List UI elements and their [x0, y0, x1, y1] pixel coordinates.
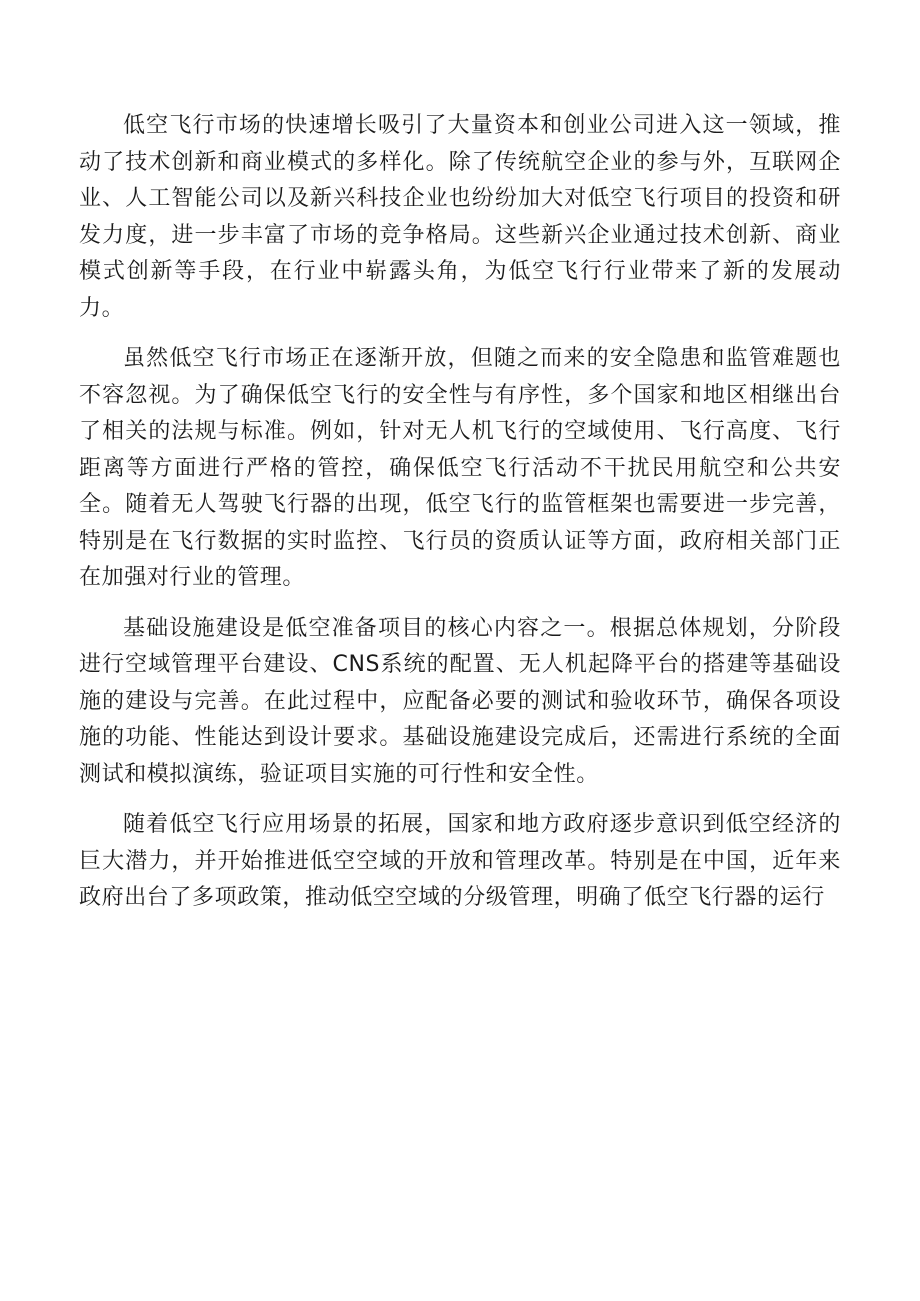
paragraph-1: 低空飞行市场的快速增长吸引了大量资本和创业公司进入这一领域，推动了技术创新和商业模式的多样化。除了传统航空企业的参与外，互联网企业、人工智能公司以及新兴科技企业也纷纷加大对低空飞行项目的投资和研发力度，进一步丰富了市场的竞争格局。这些新兴企业通过技术创新、商业模式创新等手段，在行业中崭露头角，为低空飞行行业带来了新的发展动力。 — [79, 113, 841, 321]
paragraph-2: 虽然低空飞行市场正在逐渐开放，但随之而来的安全隐患和监管难题也不容忽视。为了确保低空飞行的安全性与有序性，多个国家和地区相继出台了相关的法规与标准。例如，针对无人机飞行的空域使用、飞行高度、飞行距离等方面进行严格的管控，确保低空飞行活动不干扰民用航空和公共安全。随着无人驾驶飞行器的出现，低空飞行的监管框架也需要进一步完善，特别是在飞行数据的实时监控、飞行员的资质认证等方面，政府相关部门正在加强对行业的管理。 — [79, 346, 841, 590]
document-body — [79, 108, 841, 931]
paragraph-4: 随着低空飞行应用场景的拓展，国家和地方政府逐步意识到低空经济的巨大潜力，并开始推进低空空域的开放和管理改革。特别是在中国，近年来政府出台了多项政策，推动低空空域的分级管理，明确了低空飞行器的运行 — [79, 812, 841, 910]
paragraph-3: 基础设施建设是低空准备项目的核心内容之一。根据总体规划，分阶段进行空域管理平台建设、CNS系统的配置、无人机起降平台的搭建等基础设施的建设与完善。在此过程中，应配备必要的测试和验收环节，确保各项设施的功能、性能达到设计要求。基础设施建设完成后，还需进行系统的全面测试和模拟演练，验证项目实施的可行性和安全性。 — [79, 615, 841, 787]
